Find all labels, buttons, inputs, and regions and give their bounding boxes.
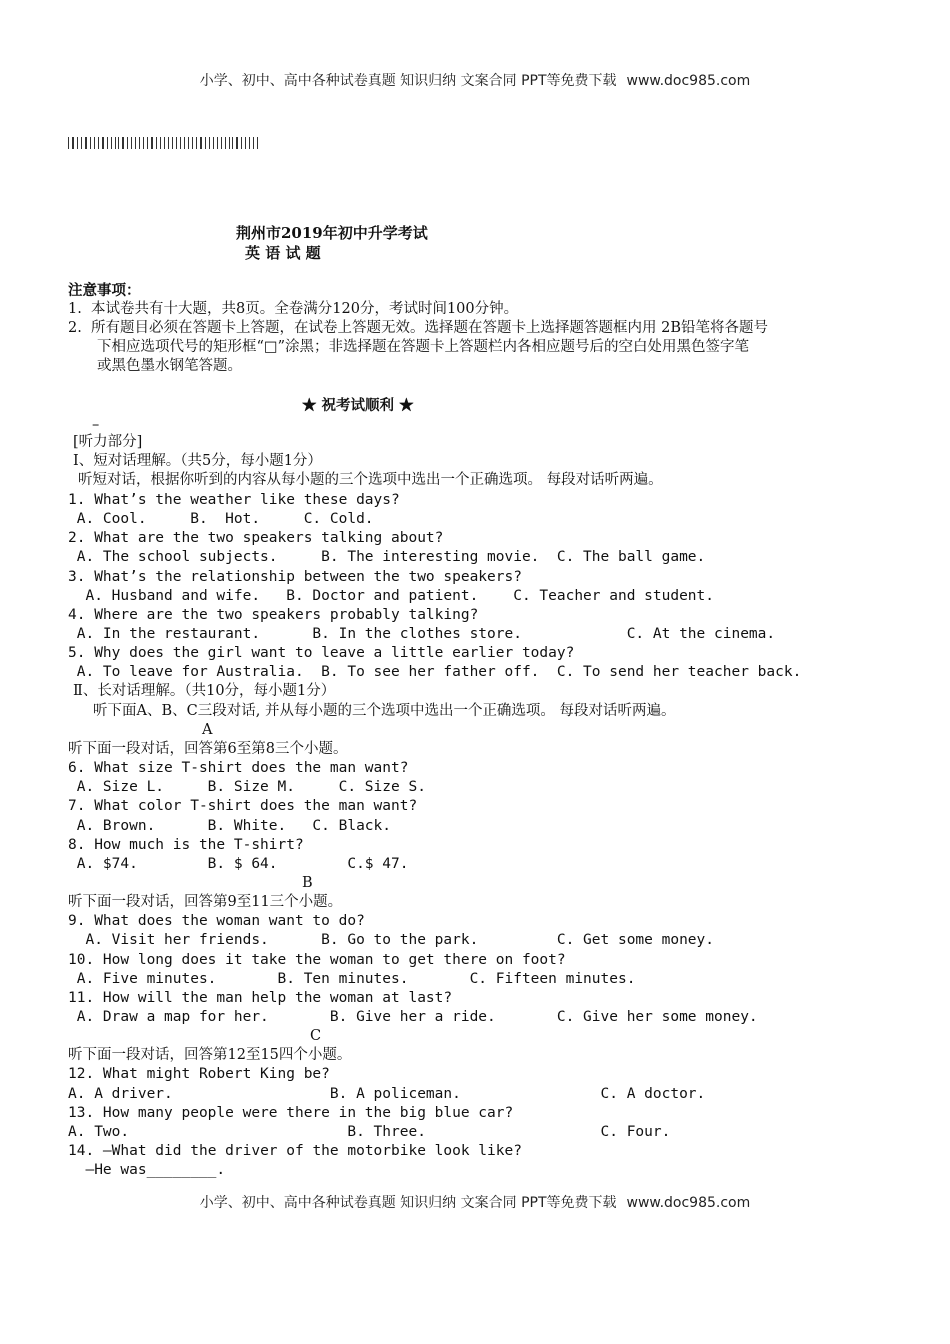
- listening-label: [听力部分]: [73, 434, 143, 450]
- question-9-options: A. Visit her friends. B. Go to the park. C. Get some money.: [68, 932, 715, 948]
- page-footer: [0, 1192, 950, 1212]
- part-c-label: C: [310, 1028, 322, 1044]
- question-3-options: A. Husband and wife. B. Doctor and patient. C. Teacher and student.: [68, 588, 715, 604]
- note-2-line-3: 或黑色墨水钢笔答题。: [97, 358, 242, 374]
- part-a-label: A: [202, 722, 213, 738]
- page-header: [0, 70, 950, 90]
- question-2: 2. What are the two speakers talking about?: [68, 530, 444, 546]
- header-text: 小学、初中、高中各种试卷真题 知识归纳 文案合同 PPT等免费下载: [199, 73, 617, 89]
- question-1-options: A. Cool. B. Hot. C. Cold.: [68, 511, 374, 527]
- exam-title: 荆州市2019年初中升学考试: [236, 224, 428, 242]
- note-2-line-1: 2. 所有题目必须在答题卡上答题，在试卷上答题无效。选择题在答题卡上选择题答题框内用 2B铅笔将各题号: [68, 320, 769, 336]
- note-1: 1. 本试卷共有十大题，共8页。全卷满分120分，考试时间100分钟。: [68, 301, 519, 317]
- question-14-answer: —He was________.: [68, 1162, 226, 1178]
- question-12-options: A. A driver. B. A policeman. C. A doctor.: [68, 1086, 706, 1102]
- question-14-text: —What did the driver of the motorbike look like?: [94, 1143, 522, 1159]
- header-site-link[interactable]: www.doc985.com: [626, 73, 751, 89]
- question-5: 5. Why does the girl want to leave a little earlier today?: [68, 645, 575, 661]
- section-2-heading: Ⅱ、长对话理解。（共10分，每小题1分）: [73, 683, 336, 699]
- section-1-heading: Ⅰ、短对话理解。（共5分，每小题1分）: [73, 453, 322, 469]
- part-b-instructions: 听下面一段对话，回答第9至11三个小题。: [68, 894, 343, 910]
- part-c-instructions: 听下面一段对话，回答第12至15四个小题。: [68, 1047, 352, 1063]
- barcode: [68, 137, 258, 149]
- question-4: 4. Where are the two speakers probably talking?: [68, 607, 479, 623]
- notes-heading: 注意事项：: [68, 282, 141, 299]
- section-2-instructions: 听下面A、B、C三段对话, 并从每小题的三个选项中选出一个正确选项。 每段对话听两遍。: [93, 703, 676, 719]
- question-3: 3. What’s the relationship between the two speakers?: [68, 569, 522, 585]
- question-6-options: A. Size L. B. Size M. C. Size S.: [68, 779, 426, 795]
- question-11: 11. How will the man help the woman at last?: [68, 990, 453, 1006]
- part-b-label: B: [302, 875, 313, 891]
- question-8-options: A. $74. B. $ 64. C.$ 47.: [68, 856, 409, 872]
- question-12: 12. What might Robert King be?: [68, 1066, 330, 1082]
- part-a-instructions: 听下面一段对话，回答第6至第8三个小题。: [68, 741, 348, 757]
- question-1: 1. What’s the weather like these days?: [68, 492, 400, 508]
- question-4-options: A. In the restaurant. B. In the clothes store. C. At the cinema.: [68, 626, 776, 642]
- question-8: 8. How much is the T-shirt?: [68, 837, 304, 853]
- footer-text: 小学、初中、高中各种试卷真题 知识归纳 文案合同 PPT等免费下载: [199, 1195, 617, 1211]
- blessing: ★ 祝考试顺利 ★: [302, 397, 414, 414]
- question-2-options: A. The school subjects. B. The interesting movie. C. The ball game.: [68, 549, 706, 565]
- question-10-options: A. Five minutes. B. Ten minutes. C. Fifteen minutes.: [68, 971, 636, 987]
- note-2-line-2: 下相应选项代号的矩形框“□”涂黑；非选择题在答题卡上答题栏内各相应题号后的空白处用黑色签字笔: [97, 339, 750, 355]
- question-5-options: A. To leave for Australia. B. To see her father off. C. To send her teacher back.: [68, 664, 802, 680]
- question-13-options: A. Two. B. Three. C. Four.: [68, 1124, 671, 1140]
- question-6: 6. What size T-shirt does the man want?: [68, 760, 409, 776]
- question-14-number: 14.: [68, 1143, 95, 1159]
- question-14: [68, 1142, 522, 1161]
- section-1-instructions: 听短对话，根据你听到的内容从每小题的三个选项中选出一个正确选项。 每段对话听两遍。: [78, 472, 663, 488]
- question-11-options: A. Draw a map for her. B. Give her a ride. C. Give her some money.: [68, 1009, 758, 1025]
- question-10: 10. How long does it take the woman to get there on foot?: [68, 952, 566, 968]
- question-9: 9. What does the woman want to do?: [68, 913, 365, 929]
- question-7: 7. What color T-shirt does the man want?: [68, 798, 418, 814]
- question-13: 13. How many people were there in the big blue car?: [68, 1105, 514, 1121]
- dash-mark: –: [92, 417, 100, 433]
- question-7-options: A. Brown. B. White. C. Black.: [68, 818, 392, 834]
- footer-site-link[interactable]: www.doc985.com: [626, 1195, 751, 1211]
- exam-subtitle: 英 语 试 题: [245, 244, 321, 262]
